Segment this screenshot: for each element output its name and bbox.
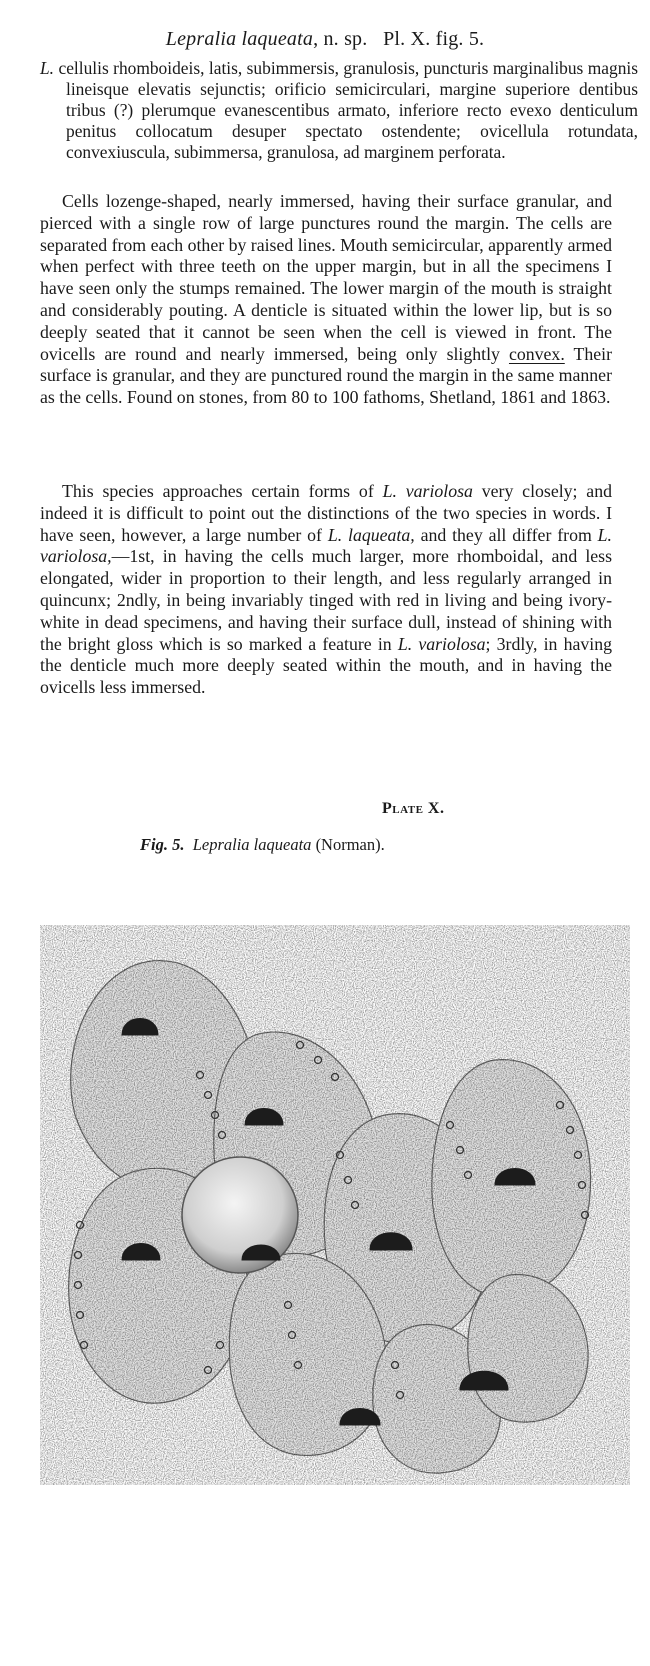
species-ref: L. variolosa	[382, 481, 473, 501]
paragraph2-t5: ; 3rdly, in having the denticle much more deeply seated within the mouth, and in having the ovicells less immersed.	[40, 633, 612, 698]
header-plate-ref: Pl. X. fig. 5.	[383, 28, 485, 50]
figure-species: Lepralia laqueata	[192, 835, 312, 854]
plate-title: Plate X.	[382, 800, 445, 817]
paragraph2-t3: and they all differ from	[414, 524, 598, 545]
species-ref: L. laqueata,	[327, 524, 415, 545]
latin-description	[40, 58, 638, 163]
figure-number: Fig. 5.	[140, 835, 185, 854]
paragraph2-t4: —1st, in having the cells much larger, more rhomboidal, and less elongated, wider in proportion to their length, and less regularly arranged in quincunx; 2ndly, in being invariably tinged with red in living and being ivory-white in dead specimens, and having their surface dull, instead of shining with the bright gloss which is so marked a feature in	[40, 546, 612, 654]
ovicell	[182, 1157, 298, 1273]
comparison-paragraph	[40, 481, 612, 699]
underlined-word: convex.	[508, 343, 565, 364]
header-species: Lepralia laqueata	[165, 28, 314, 50]
figure-author: (Norman).	[315, 835, 385, 854]
stippling	[40, 925, 630, 1485]
paragraph1-text-b: Their surface is granular, and they are punctured round the margin in the same manner as the cells. Found on stones, from 80 to 100 fathoms, Shetland, 1861 and 1863.	[40, 343, 612, 408]
page-header	[0, 28, 650, 51]
species-ref: L. variolosa,	[40, 524, 612, 567]
description-paragraph	[40, 191, 612, 409]
species-ref: L. variolosa	[397, 633, 486, 654]
bryozoan-illustration	[40, 925, 630, 1485]
latin-genus-abbrev: L.	[40, 58, 55, 78]
paragraph1-text-a: Cells lozenge-shaped, nearly immersed, having their surface granular, and pierced with a single row of large punctures round the margin. The cells are separated from each other by raised lines. Mouth semicircular, apparently armed when perfect with three teeth on the upper margin, but in all the specimens I have seen only the stumps remained. The lower margin of the mouth is straight and considerably pouting. A denticle is situated within the lower lip, but is so deeply seated that it cannot be seen when the cell is viewed in front. The ovicells are round and nearly immersed, being only slightly	[40, 191, 613, 364]
latin-text: cellulis rhomboideis, latis, subimmersis, granulosis, puncturis marginalibus magnis lineisque elevatis sejunctis; orificio semicirculari, margine superiore dentibus tribus (?) plerumque evanescentibus armato, inferiore recto evexo denticulum penitus collocatum desuper spectato ostendente; ovicellula rotundata, convexiuscula, subimmersa, granulosa, ad marginem perforata.	[58, 58, 638, 162]
header-suffix: , n. sp.	[313, 28, 368, 50]
paragraph2-t2: very closely; and indeed it is difficult to point out the distinctions of the two species in words. I have seen, however, a large number of	[40, 481, 612, 545]
figure-caption	[140, 835, 385, 855]
paragraph2-t1: This species approaches certain forms of	[62, 481, 383, 501]
